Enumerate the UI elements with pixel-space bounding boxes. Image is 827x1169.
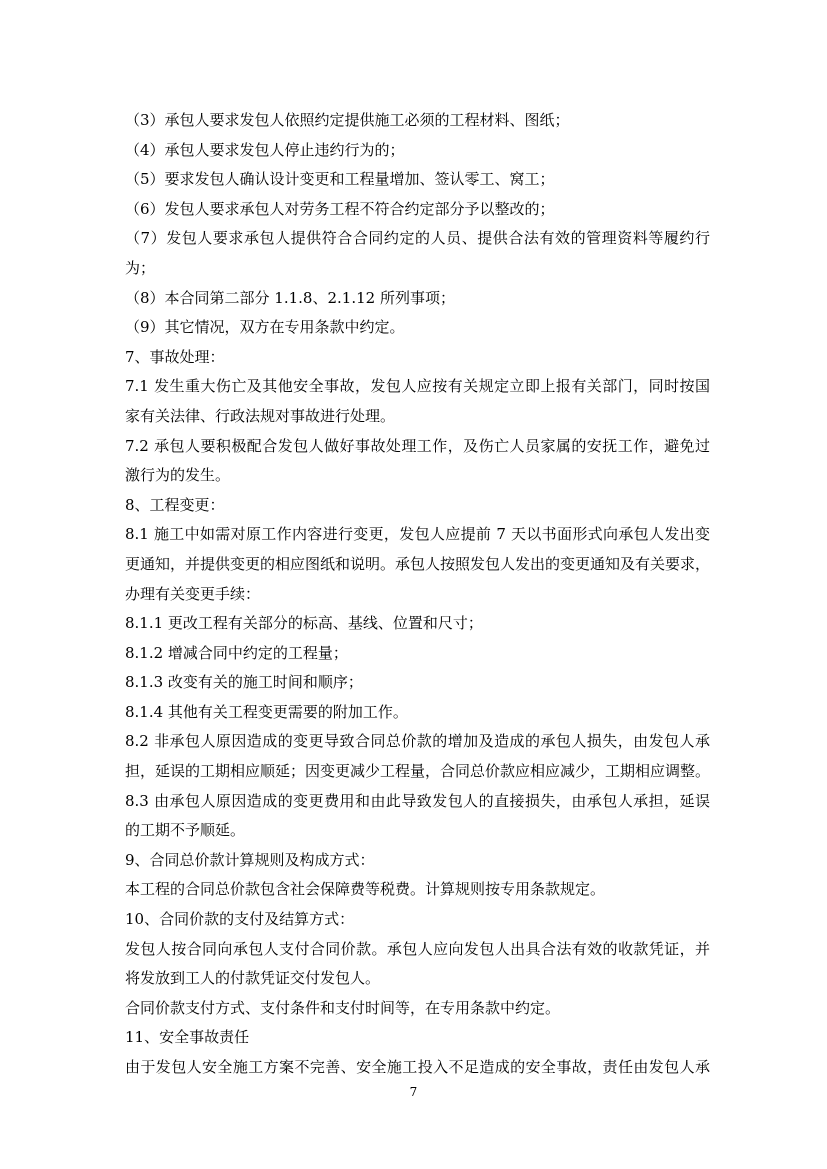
text-line: 7.1 发生重大伤亡及其他安全事故，发包人应按有关规定立即上报有关部门，同时按国	[125, 377, 710, 396]
text-line: 家有关法律、行政法规对事故进行处理。	[125, 406, 396, 425]
document-body	[125, 106, 710, 1083]
section-heading: 8、工程变更：	[125, 495, 225, 514]
text-line: 更通知，并提供变更的相应图纸和说明。承包人按照发包人发出的变更通知及有关要求，	[125, 554, 711, 573]
text-line: 激行为的发生。	[125, 466, 231, 485]
text-line: （3）承包人要求发包人依照约定提供施工必须的工程材料、图纸；	[125, 111, 570, 129]
text-line: （6）发包人要求承包人对劳务工程不符合约定部分予以整改的；	[125, 199, 555, 218]
text-line: 8.1.2 增减合同中约定的工程量；	[125, 643, 348, 662]
text-line: 的工期不予顺延。	[125, 821, 246, 840]
text-line: （5）要求发包人确认设计变更和工程量增加、签认零工、窝工；	[125, 170, 555, 189]
section-heading: 10、合同价款的支付及结算方式：	[125, 910, 355, 929]
text-line: 合同价款支付方式、支付条件和支付时间等，在专用条款中约定。	[125, 998, 561, 1017]
text-line: 本工程的合同总价款包含社会保障费等税费。计算规则按专用条款规定。	[125, 880, 606, 899]
section-heading: 11、安全事故责任	[125, 1028, 250, 1047]
text-line: 8.1.3 改变有关的施工时间和顺序；	[125, 673, 363, 692]
text-line: 由于发包人安全施工方案不完善、安全施工投入不足造成的安全事故，责任由发包人承	[125, 1058, 710, 1076]
section-heading: 7、事故处理：	[125, 347, 225, 366]
text-line: 为；	[125, 258, 156, 277]
text-line: 8.1.1 更改工程有关部分的标高、基线、位置和尺寸；	[125, 614, 483, 633]
text-line: 发包人按合同向承包人支付合同价款。承包人应向发包人出具合法有效的收款凭证，并	[125, 939, 710, 958]
text-line: 8.1 施工中如需对原工作内容进行变更，发包人应提前 7 天以书面形式向承包人发出变	[125, 525, 710, 544]
text-line: （9）其它情况，双方在专用条款中约定。	[125, 318, 405, 337]
text-line: （7）发包人要求承包人提供符合合同约定的人员、提供合法有效的管理资料等履约行	[125, 229, 710, 248]
text-line: 担，延误的工期相应顺延；因变更减少工程量，合同总价款应相应减少，工期相应调整。	[125, 762, 711, 781]
text-line: （8）本合同第二部分 1.1.8、2.1.12 所列事项；	[125, 288, 455, 307]
text-line: 8.2 非承包人原因造成的变更导致合同总价款的增加及造成的承包人损失，由发包人承	[125, 732, 710, 751]
text-line: 8.3 由承包人原因造成的变更费用和由此导致发包人的直接损失，由承包人承担，延误	[125, 791, 710, 810]
text-line: 办理有关变更手续：	[125, 584, 261, 603]
text-line: 7.2 承包人要积极配合发包人做好事故处理工作，及伤亡人员家属的安抚工作，避免过	[125, 436, 710, 455]
page-number: 7	[409, 1085, 418, 1099]
section-heading: 9、合同总价款计算规则及构成方式：	[125, 850, 375, 869]
text-line: （4）承包人要求发包人停止违约行为的；	[125, 140, 405, 159]
text-line: 将发放到工人的付款凭证交付发包人。	[125, 969, 381, 988]
text-line: 8.1.4 其他有关工程变更需要的附加工作。	[125, 702, 408, 721]
